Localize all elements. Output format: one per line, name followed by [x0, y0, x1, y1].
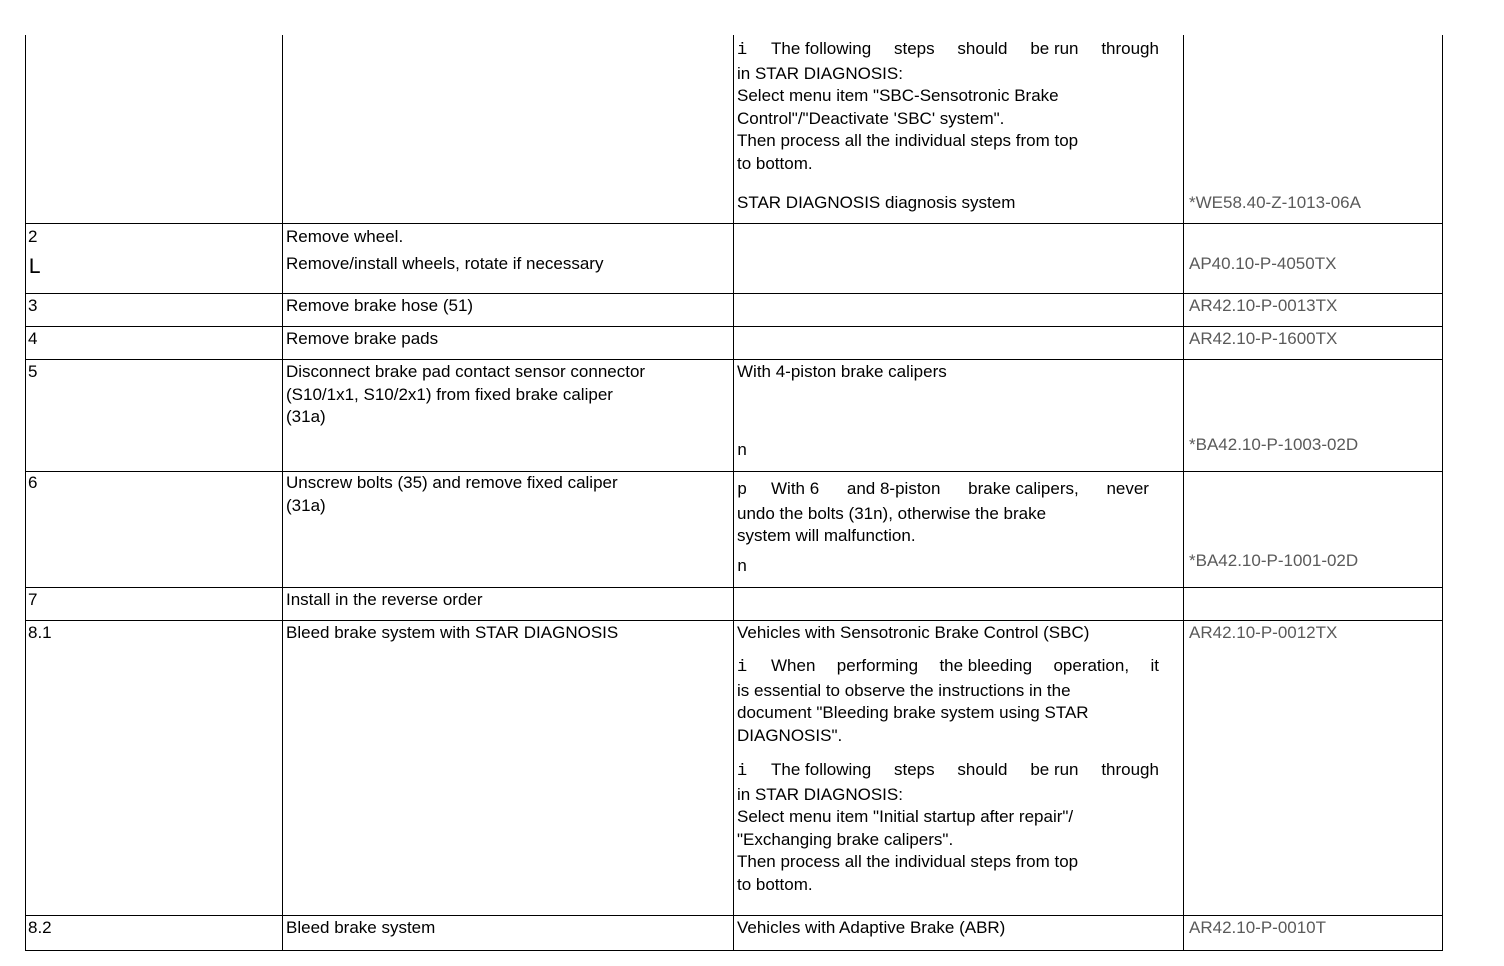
- info-note-line: in STAR DIAGNOSIS:: [737, 784, 903, 804]
- sub-step-text: Remove/install wheels, rotate if necessary: [286, 254, 604, 273]
- info-note-lead-line: i The following steps should be run through: [737, 759, 1159, 784]
- sub-step-icon: L: [28, 255, 42, 280]
- grid-line-col4: [1183, 35, 1184, 951]
- warning-line: undo the bolts (31n), otherwise the brake: [737, 503, 1047, 523]
- info-note-initial-startup: [737, 759, 1159, 896]
- step-number: 5: [28, 362, 38, 381]
- info-note-line: Select menu item "Initial startup after repair"/: [737, 807, 1074, 826]
- step-text: Bleed brake system with STAR DIAGNOSIS: [286, 623, 619, 642]
- row-divider: [25, 950, 1443, 951]
- step-number: 3: [28, 296, 38, 315]
- grid-line-right: [1442, 35, 1443, 951]
- info-note-line: to bottom.: [737, 874, 813, 894]
- info-note-line: Then process all the individual steps from top: [737, 852, 1079, 871]
- warning-note: [737, 478, 1149, 548]
- step-number: 8.1: [28, 623, 52, 642]
- grid-line-col2: [282, 35, 283, 951]
- row-divider: [25, 223, 1443, 224]
- info-note-line: to bottom.: [737, 153, 813, 173]
- tool-name: STAR DIAGNOSIS diagnosis system: [737, 193, 1016, 212]
- row-divider: [25, 587, 1443, 588]
- warning-lead-line: p With 6 and 8-piston brake calipers, never: [737, 478, 1149, 503]
- step-text: Remove brake hose (51): [286, 296, 474, 315]
- doc-reference[interactable]: *BA42.10-P-1003-02D: [1189, 435, 1359, 454]
- info-note-line: DIAGNOSIS".: [737, 725, 843, 745]
- info-note-sbc-deactivate: [737, 38, 1159, 175]
- info-icon: i: [737, 41, 748, 60]
- tool-icon: n: [737, 442, 748, 461]
- doc-reference[interactable]: AR42.10-P-0012TX: [1189, 623, 1338, 642]
- info-note-line: Then process all the individual steps from top: [737, 131, 1079, 150]
- doc-reference[interactable]: AR42.10-P-1600TX: [1189, 329, 1338, 348]
- step-text: Disconnect brake pad contact sensor connector (S10/1x1, S10/2x1) from fixed brake caliper (31a): [286, 362, 646, 426]
- condition-note: Vehicles with Adaptive Brake (ABR): [737, 918, 1006, 937]
- info-note-line: in STAR DIAGNOSIS:: [737, 63, 903, 83]
- condition-note: With 4-piston brake calipers: [737, 362, 947, 381]
- grid-line-left: [25, 35, 26, 951]
- step-text: Remove brake pads: [286, 329, 439, 348]
- step-text: Bleed brake system: [286, 918, 436, 937]
- step-text: Install in the reverse order: [286, 590, 483, 609]
- step-number: 8.2: [28, 918, 52, 937]
- row-divider: [25, 293, 1443, 294]
- info-note-line: document "Bleeding brake system using STAR: [737, 703, 1089, 722]
- info-note-lead-line: i When performing the bleeding operation, it: [737, 655, 1159, 680]
- step-number: 4: [28, 329, 38, 348]
- row-divider: [25, 471, 1443, 472]
- step-text: Remove wheel.: [286, 227, 404, 246]
- step-number: 6: [28, 473, 38, 492]
- doc-reference[interactable]: AR42.10-P-0013TX: [1189, 296, 1338, 315]
- doc-reference[interactable]: *WE58.40-Z-1013-06A: [1189, 193, 1361, 212]
- info-note-line: "Exchanging brake calipers".: [737, 829, 954, 849]
- info-note-line: Control"/"Deactivate 'SBC' system".: [737, 108, 1005, 128]
- info-note-lead-line: i The following steps should be run through: [737, 38, 1159, 63]
- warning-line: system will malfunction.: [737, 526, 916, 545]
- info-note-line: is essential to observe the instructions in the: [737, 680, 1071, 700]
- step-number: 2: [28, 227, 38, 246]
- tool-icon: n: [737, 558, 748, 577]
- info-icon: i: [737, 658, 748, 677]
- info-note-line: Select menu item "SBC-Sensotronic Brake: [737, 86, 1059, 105]
- row-divider: [25, 915, 1443, 916]
- row-divider: [25, 620, 1443, 621]
- grid-line-col3: [733, 35, 734, 951]
- row-divider: [25, 359, 1443, 360]
- doc-reference[interactable]: AP40.10-P-4050TX: [1189, 254, 1337, 273]
- condition-note: Vehicles with Sensotronic Brake Control (SBC): [737, 623, 1090, 642]
- step-number: 7: [28, 590, 38, 609]
- doc-reference[interactable]: AR42.10-P-0010T: [1189, 918, 1327, 937]
- row-divider: [25, 326, 1443, 327]
- info-note-bleeding: [737, 655, 1159, 747]
- info-icon: i: [737, 762, 748, 781]
- step-text: Unscrew bolts (35) and remove fixed caliper (31a): [286, 473, 618, 515]
- doc-reference[interactable]: *BA42.10-P-1001-02D: [1189, 551, 1359, 570]
- warning-icon: p: [737, 481, 748, 500]
